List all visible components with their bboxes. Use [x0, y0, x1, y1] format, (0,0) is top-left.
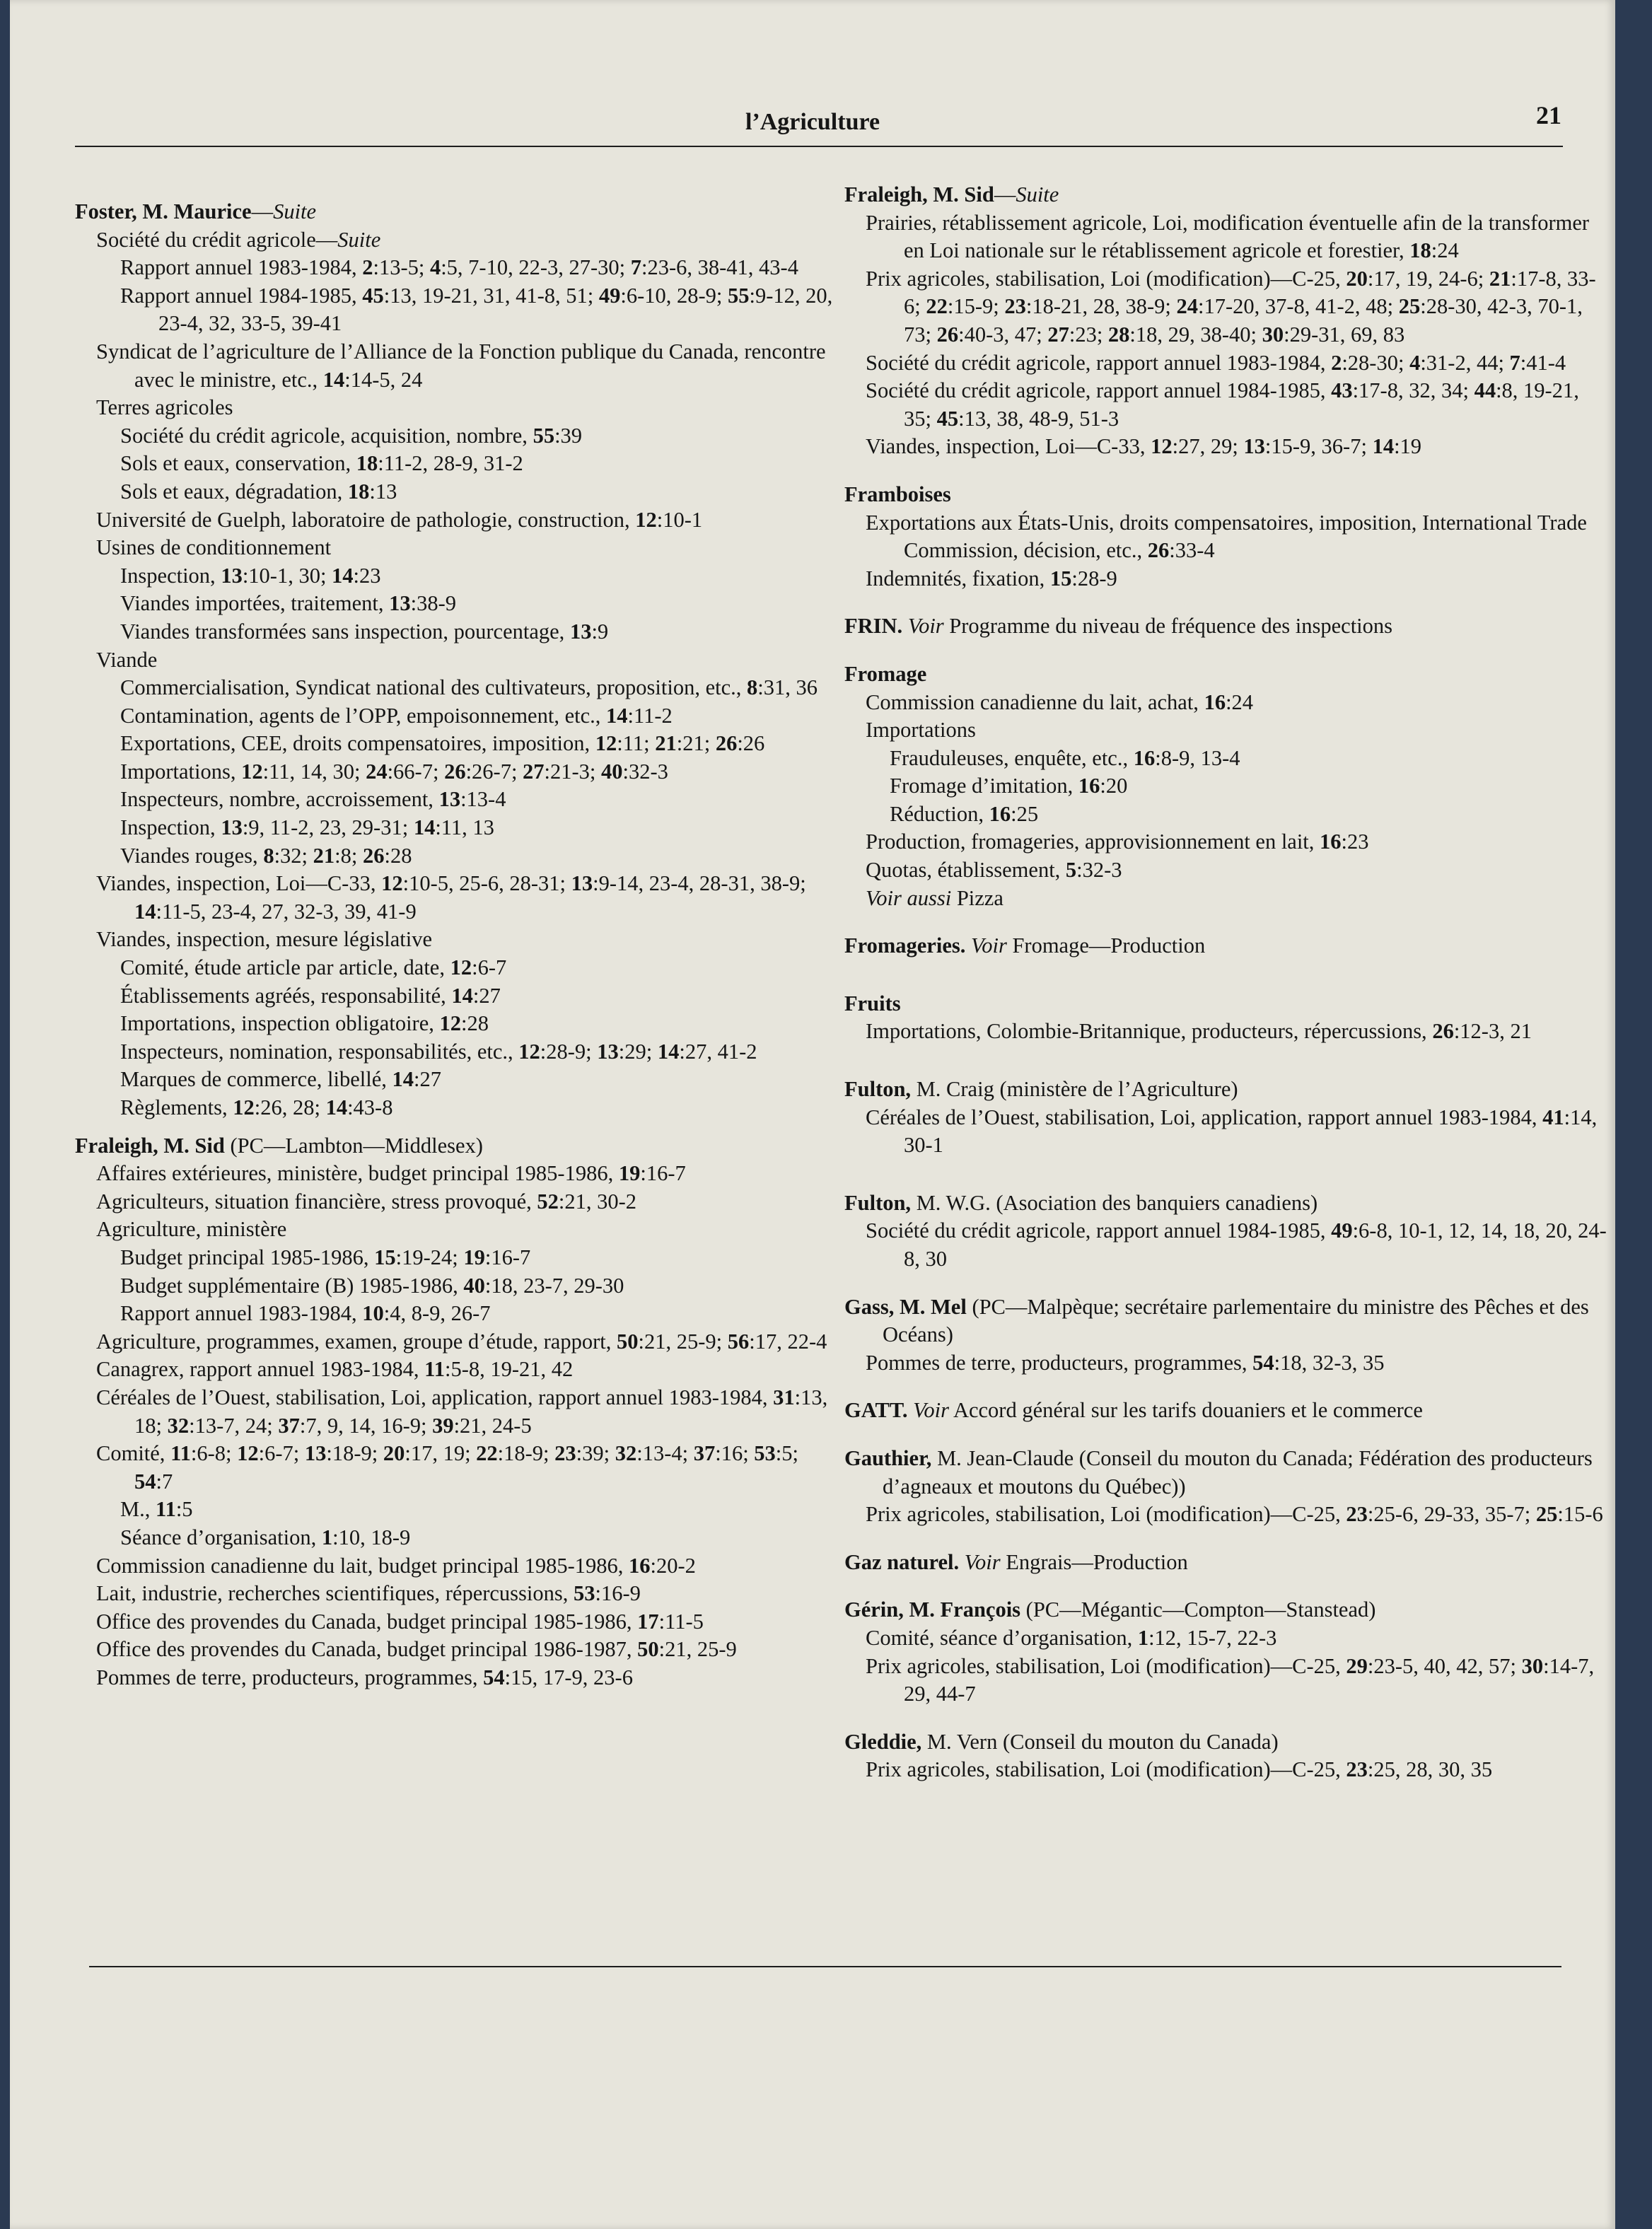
index-subentry: Inspection, 13:10-1, 30; 14:23 [120, 563, 381, 588]
index-heading: Gass, M. Mel (PC—Malpèque; secrétaire parlementaire du ministre des Pêches et des Océans) [844, 1294, 1589, 1347]
index-subentry: Viandes transformées sans inspection, pourcentage, 13:9 [120, 619, 609, 644]
index-heading: Fruits [844, 991, 901, 1015]
index-subentry: Viandes rouges, 8:32; 21:8; 26:28 [120, 843, 412, 868]
index-subentry: Inspecteurs, nomination, responsabilités, etc., 12:28-9; 13:29; 14:27, 41-2 [120, 1039, 757, 1064]
index-subentry: Quotas, établissement, 5:32-3 [866, 858, 1122, 883]
index-subentry: Séance d’organisation, 1:10, 18-9 [120, 1525, 411, 1549]
index-subentry: Importations, 12:11, 14, 30; 24:66-7; 26:26-7; 27:21-3; 40:32-3 [120, 759, 668, 784]
index-subentry: Budget principal 1985-1986, 15:19-24; 19:16-7 [120, 1245, 531, 1269]
index-subentry: Commission canadienne du lait, budget principal 1985-1986, 16:20-2 [96, 1553, 696, 1578]
left-column [75, 198, 839, 1692]
index-heading: Fulton, M. W.G. (Asociation des banquiers canadiens) [844, 1190, 1318, 1215]
index-heading: Fromageries. Voir Fromage—Production [844, 933, 1206, 958]
index-subentry: Université de Guelph, laboratoire de pathologie, construction, 12:10-1 [96, 507, 703, 532]
index-subentry: Sols et eaux, dégradation, 18:13 [120, 479, 397, 504]
index-subentry: Importations, Colombie-Britannique, producteurs, répercussions, 26:12-3, 21 [866, 1019, 1532, 1044]
index-subentry: Indemnités, fixation, 15:28-9 [866, 566, 1117, 590]
index-subentry: Prix agricoles, stabilisation, Loi (modification)—C-25, 20:17, 19, 24-6; 21:17-8, 33-6; 22:15-9; 23:18-21, 28, 38-9; 24:17-20, 37-8, 41-2, 48; 25:28-30, 42-3, 70-1, 73; 26:40-3, 47; 27:23; 28:18, 29, 38-40; 30:29-31, 69, 83 [866, 266, 1596, 347]
index-subentry: Règlements, 12:26, 28; 14:43-8 [120, 1095, 393, 1119]
index-subentry: Syndicat de l’agriculture de l’Alliance de la Fonction publique du Canada, rencontre avec le ministre, etc., 14:14-5, 24 [96, 339, 826, 392]
index-subentry: Voir aussi Pizza [866, 885, 1004, 910]
index-subentry: Viandes, inspection, Loi—C-33, 12:27, 29; 13:15-9, 36-7; 14:19 [866, 434, 1422, 459]
index-subentry: Céréales de l’Ouest, stabilisation, Loi, application, rapport annuel 1983-1984, 41:14, 30-1 [866, 1105, 1598, 1158]
index-subentry: Lait, industrie, recherches scientifiques, répercussions, 53:16-9 [96, 1581, 641, 1606]
index-subentry: Usines de conditionnement [96, 535, 332, 560]
index-subentry: Rapport annuel 1983-1984, 2:13-5; 4:5, 7-10, 22-3, 27-30; 7:23-6, 38-41, 43-4 [120, 255, 798, 280]
index-subentry: Viandes, inspection, mesure législative [96, 927, 433, 952]
index-subentry: Production, fromageries, approvisionnement en lait, 16:23 [866, 830, 1369, 854]
index-subentry: Exportations aux États-Unis, droits compensatoires, imposition, International Trade Commission, décision, etc., 26:33-4 [866, 510, 1587, 563]
index-subentry: Agriculteurs, situation financière, stress provoqué, 52:21, 30-2 [96, 1189, 637, 1214]
index-heading: Foster, M. Maurice—Suite [75, 199, 317, 223]
index-heading: Fromage [844, 661, 927, 686]
index-subentry: Pommes de terre, producteurs, programmes, 54:18, 32-3, 35 [866, 1350, 1385, 1375]
index-subentry: Viandes importées, traitement, 13:38-9 [120, 591, 457, 616]
index-heading: FRIN. Voir Programme du niveau de fréquence des inspections [844, 614, 1393, 639]
index-subentry: Fromage d’imitation, 16:20 [890, 774, 1128, 798]
index-subentry: Établissements agréés, responsabilité, 14:27 [120, 983, 501, 1008]
index-subentry: Affaires extérieures, ministère, budget principal 1985-1986, 19:16-7 [96, 1161, 686, 1186]
index-subentry: Céréales de l’Ouest, stabilisation, Loi, application, rapport annuel 1983-1984, 31:13, 18; 32:13-7, 24; 37:7, 9, 14, 16-9; 39:21, 24-5 [96, 1385, 828, 1438]
index-subentry: Sols et eaux, conservation, 18:11-2, 28-9, 31-2 [120, 451, 523, 476]
index-subentry: Prix agricoles, stabilisation, Loi (modification)—C-25, 23:25-6, 29-33, 35-7; 25:15-6 [866, 1502, 1603, 1527]
index-subentry: Importations [866, 718, 976, 743]
right-column [844, 181, 1608, 1784]
header-rule [75, 146, 1563, 147]
index-subentry: Inspection, 13:9, 11-2, 23, 29-31; 14:11, 13 [120, 815, 494, 840]
index-heading: Fraleigh, M. Sid—Suite [844, 182, 1059, 206]
index-subentry: Société du crédit agricole, rapport annuel 1983-1984, 2:28-30; 4:31-2, 44; 7:41-4 [866, 350, 1566, 375]
index-subentry: Agriculture, ministère [96, 1217, 287, 1242]
index-heading: Gleddie, M. Vern (Conseil du mouton du Canada) [844, 1729, 1279, 1754]
index-heading: Gérin, M. François (PC—Mégantic—Compton—Stanstead) [844, 1597, 1376, 1622]
index-subentry: Prairies, rétablissement agricole, Loi, modification éventuelle afin de la transformer en Loi nationale sur le rétablissement agricole et forestier, 18:24 [866, 210, 1590, 263]
index-subentry: Comité, étude article par article, date, 12:6-7 [120, 955, 507, 980]
index-subentry: Commercialisation, Syndicat national des cultivateurs, proposition, etc., 8:31, 36 [120, 675, 818, 700]
index-subentry: Société du crédit agricole, rapport annuel 1984-1985, 49:6-8, 10-1, 12, 14, 18, 20, 24-8, 30 [866, 1218, 1607, 1271]
index-subentry: Canagrex, rapport annuel 1983-1984, 11:5-8, 19-21, 42 [96, 1357, 574, 1382]
index-subentry: Office des provendes du Canada, budget principal 1986-1987, 50:21, 25-9 [96, 1637, 737, 1662]
index-subentry: Importations, inspection obligatoire, 12:28 [120, 1011, 489, 1036]
index-subentry: Prix agricoles, stabilisation, Loi (modification)—C-25, 23:25, 28, 30, 35 [866, 1757, 1493, 1782]
index-subentry: Rapport annuel 1983-1984, 10:4, 8-9, 26-7 [120, 1301, 491, 1326]
index-subentry: Comité, séance d’organisation, 1:12, 15-7, 22-3 [866, 1625, 1277, 1650]
index-heading: Framboises [844, 482, 951, 506]
index-subentry: Commission canadienne du lait, achat, 16:24 [866, 689, 1254, 714]
index-subentry: Contamination, agents de l’OPP, empoisonnement, etc., 14:11-2 [120, 703, 673, 728]
index-page [10, 0, 1615, 2229]
index-heading: Gaz naturel. Voir Engrais—Production [844, 1549, 1188, 1574]
index-subentry: M., 11:5 [120, 1497, 193, 1522]
index-subentry: Réduction, 16:25 [890, 801, 1039, 826]
index-subentry: Viandes, inspection, Loi—C-33, 12:10-5, 25-6, 28-31; 13:9-14, 23-4, 28-31, 38-9; 14:11-5, 23-4, 27, 32-3, 39, 41-9 [96, 871, 806, 924]
index-subentry: Office des provendes du Canada, budget principal 1985-1986, 17:11-5 [96, 1609, 704, 1634]
index-subentry: Agriculture, programmes, examen, groupe d’étude, rapport, 50:21, 25-9; 56:17, 22-4 [96, 1329, 827, 1354]
index-heading: Fulton, M. Craig (ministère de l’Agriculture) [844, 1077, 1238, 1102]
index-heading: GATT. Voir Accord général sur les tarifs douaniers et le commerce [844, 1398, 1423, 1423]
index-subentry: Prix agricoles, stabilisation, Loi (modification)—C-25, 29:23-5, 40, 42, 57; 30:14-7, 29, 44-7 [866, 1653, 1595, 1706]
index-subentry: Budget supplémentaire (B) 1985-1986, 40:18, 23-7, 29-30 [120, 1273, 624, 1298]
index-subentry: Exportations, CEE, droits compensatoires, imposition, 12:11; 21:21; 26:26 [120, 731, 765, 756]
index-subentry: Frauduleuses, enquête, etc., 16:8-9, 13-4 [890, 745, 1240, 770]
index-subentry: Société du crédit agricole—Suite [96, 227, 381, 252]
page-number: 21 [1536, 101, 1561, 129]
index-subentry: Viande [96, 647, 158, 672]
index-subentry: Pommes de terre, producteurs, programmes, 54:15, 17-9, 23-6 [96, 1665, 633, 1689]
index-subentry: Terres agricoles [96, 395, 233, 420]
index-subentry: Marques de commerce, libellé, 14:27 [120, 1067, 441, 1092]
index-heading: Gauthier, M. Jean-Claude (Conseil du mouton du Canada; Fédération des producteurs d’agneaux et moutons du Québec)) [844, 1445, 1593, 1498]
index-subentry: Société du crédit agricole, acquisition, nombre, 55:39 [120, 423, 583, 448]
index-subentry: Rapport annuel 1984-1985, 45:13, 19-21, 31, 41-8, 51; 49:6-10, 28-9; 55:9-12, 20, 23-4, 32, 33-5, 39-41 [120, 283, 833, 336]
footer-rule [89, 1966, 1561, 1967]
index-subentry: Comité, 11:6-8; 12:6-7; 13:18-9; 20:17, 19; 22:18-9; 23:39; 32:13-4; 37:16; 53:5; 54:7 [96, 1441, 798, 1494]
index-subentry: Société du crédit agricole, rapport annuel 1984-1985, 43:17-8, 32, 34; 44:8, 19-21, 35; 45:13, 38, 48-9, 51-3 [866, 378, 1579, 431]
index-subentry: Inspecteurs, nombre, accroissement, 13:13-4 [120, 787, 506, 812]
running-header-title: l’Agriculture [745, 109, 880, 135]
index-heading: Fraleigh, M. Sid (PC—Lambton—Middlesex) [75, 1133, 483, 1158]
